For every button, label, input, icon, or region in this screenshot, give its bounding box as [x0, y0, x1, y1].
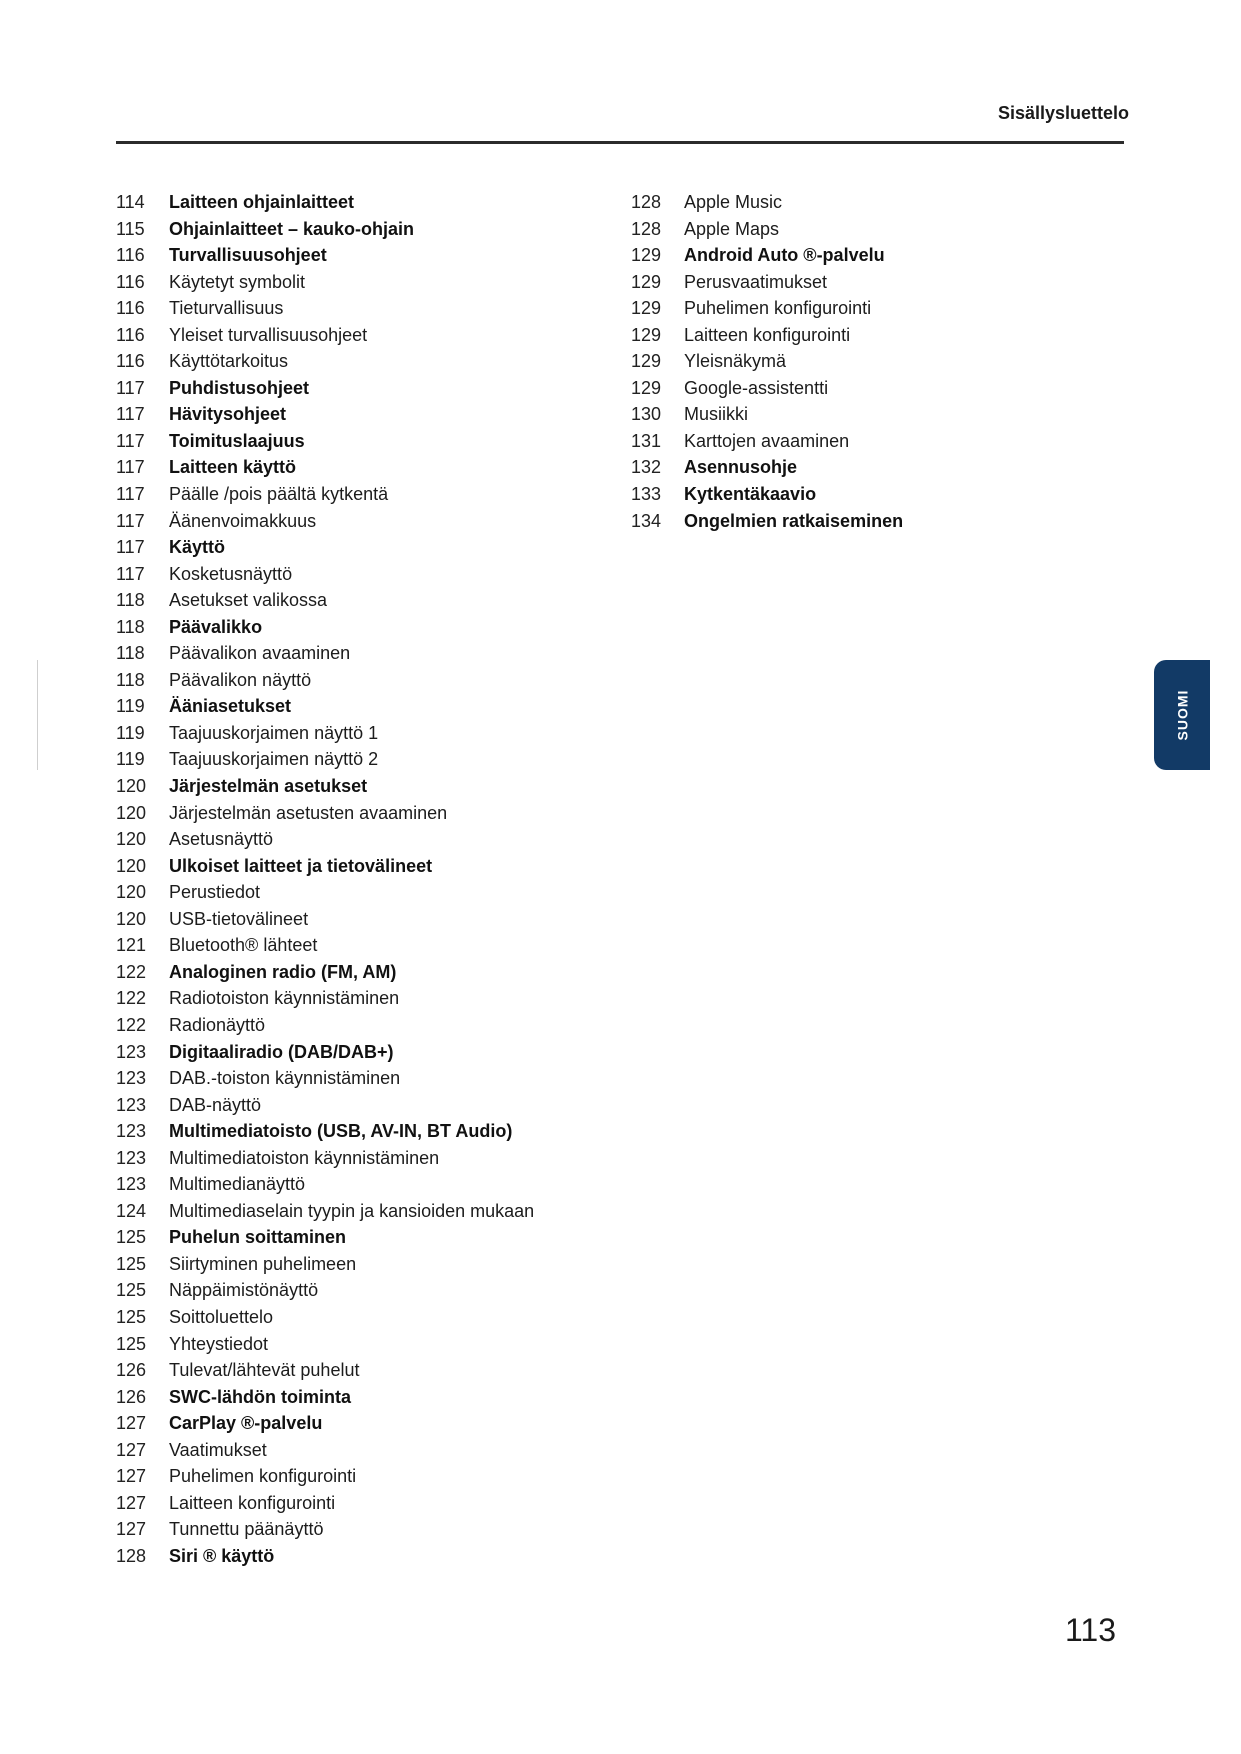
- toc-entry-page: 127: [116, 1519, 147, 1540]
- toc-entry-page: 116: [116, 298, 145, 319]
- toc-entry: [116, 534, 534, 561]
- toc-entry: [116, 561, 534, 588]
- toc-entry: [116, 985, 534, 1012]
- toc-entry-title: Laitteen konfigurointi: [684, 324, 851, 345]
- toc-entry: [116, 1410, 534, 1437]
- page-number: 113: [1064, 1612, 1116, 1648]
- toc-entry-title: Asennusohje: [684, 457, 798, 478]
- toc-entry: [116, 826, 534, 853]
- toc-entry: [116, 454, 534, 481]
- toc-entry-page: 123: [116, 1094, 147, 1115]
- toc-entry-title: Toimituslaajuus: [169, 430, 305, 451]
- language-tab-label: SUOMI: [1173, 689, 1190, 741]
- toc-entry-title: Soittoluettelo: [169, 1306, 274, 1327]
- toc-entry-page: 130: [631, 404, 662, 425]
- toc-entry: [116, 1384, 534, 1411]
- toc-entry-title: Vaatimukset: [169, 1439, 267, 1460]
- toc-entry-page: 127: [116, 1439, 147, 1460]
- toc-entry-page: 115: [116, 218, 145, 239]
- toc-entry-page: 128: [116, 1545, 147, 1566]
- toc-entry: [116, 295, 534, 322]
- toc-entry-title: Laitteen käyttö: [169, 457, 297, 478]
- toc-entry-page: 117: [116, 484, 145, 505]
- toc-entry-title: Puhelimen konfigurointi: [684, 298, 872, 319]
- toc-entry-page: 120: [116, 855, 147, 876]
- toc-entry: [116, 1437, 534, 1464]
- toc-entry-page: 125: [116, 1253, 147, 1274]
- toc-entry-title: Päävalikon näyttö: [169, 669, 312, 690]
- toc-entry-title: Apple Maps: [684, 218, 780, 239]
- toc-entry-title: USB-tietovälineet: [169, 908, 309, 929]
- toc-entry: [116, 800, 534, 827]
- toc-entry-title: DAB.-toiston käynnistäminen: [169, 1068, 401, 1089]
- toc-entry-title: Ongelmien ratkaiseminen: [684, 510, 904, 531]
- toc-entry-title: Tunnettu päänäyttö: [169, 1519, 324, 1540]
- toc-entry-title: Järjestelmän asetukset: [169, 776, 368, 797]
- toc-entry-page: 125: [116, 1280, 147, 1301]
- toc-entry-page: 132: [631, 457, 662, 478]
- toc-entry-title: Hävitysohjeet: [169, 404, 287, 425]
- toc-entry-page: 118: [116, 669, 145, 690]
- margin-mark: [37, 660, 38, 770]
- toc-entry: [116, 1065, 534, 1092]
- toc-entry: [631, 189, 903, 216]
- toc-entry-page: 120: [116, 829, 147, 850]
- toc-entry: [116, 481, 534, 508]
- toc-entry-title: CarPlay ®-palvelu: [169, 1413, 323, 1434]
- toc-entry: [116, 1490, 534, 1517]
- toc-entry-title: Perustiedot: [169, 882, 261, 903]
- toc-entry-title: Puhdistusohjeet: [169, 377, 310, 398]
- toc-entry-page: 119: [116, 749, 145, 770]
- toc-entry-title: Radiotoiston käynnistäminen: [169, 988, 400, 1009]
- toc-entry-page: 125: [116, 1306, 147, 1327]
- toc-entry-title: Turvallisuusohjeet: [169, 245, 327, 266]
- toc-entry: [116, 1092, 534, 1119]
- toc-entry: [631, 401, 903, 428]
- language-tab: [1154, 660, 1210, 770]
- toc-entry-title: Näppäimistönäyttö: [169, 1280, 319, 1301]
- toc-entry: [116, 959, 534, 986]
- toc-entry: [116, 508, 534, 535]
- toc-entry-page: 129: [631, 377, 662, 398]
- toc-entry: [116, 322, 534, 349]
- toc-entry-page: 120: [116, 908, 147, 929]
- toc-left-column: [116, 189, 534, 1569]
- toc-entry-title: DAB-näyttö: [169, 1094, 262, 1115]
- toc-entry-page: 128: [631, 218, 662, 239]
- toc-entry-page: 117: [116, 457, 145, 478]
- toc-entry-title: Musiikki: [684, 404, 749, 425]
- toc-entry-title: Yleisnäkymä: [684, 351, 787, 372]
- toc-entry: [116, 375, 534, 402]
- toc-entry-page: 125: [116, 1333, 147, 1354]
- toc-entry: [116, 693, 534, 720]
- toc-entry-page: 129: [631, 298, 662, 319]
- toc-entry: [116, 720, 534, 747]
- toc-entry-page: 117: [116, 430, 145, 451]
- toc-entry: [116, 1251, 534, 1278]
- toc-entry-page: 116: [116, 324, 145, 345]
- toc-entry-page: 127: [116, 1466, 147, 1487]
- toc-entry-page: 117: [116, 404, 145, 425]
- toc-entry-page: 116: [116, 351, 145, 372]
- toc-entry-title: Kosketusnäyttö: [169, 563, 293, 584]
- toc-entry-title: Puhelimen konfigurointi: [169, 1466, 357, 1487]
- toc-entry: [116, 1118, 534, 1145]
- toc-entry-title: Yhteystiedot: [169, 1333, 269, 1354]
- toc-entry-title: Multimediatoiston käynnistäminen: [169, 1147, 440, 1168]
- toc-entry-page: 116: [116, 245, 145, 266]
- toc-entry-title: Yleiset turvallisuusohjeet: [169, 324, 368, 345]
- toc-entry: [116, 1171, 534, 1198]
- toc-entry-title: Perusvaatimukset: [684, 271, 828, 292]
- toc-entry-title: Ohjainlaitteet – kauko-ohjain: [169, 218, 415, 239]
- toc-entry-title: Päävalikko: [169, 616, 263, 637]
- toc-entry-page: 117: [116, 377, 145, 398]
- toc-entry-page: 124: [116, 1200, 147, 1221]
- toc-entry: [116, 1198, 534, 1225]
- toc-entry-page: 116: [116, 271, 145, 292]
- toc-entry-title: Multimedianäyttö: [169, 1174, 306, 1195]
- toc-entry-page: 123: [116, 1121, 147, 1142]
- toc-entry: [631, 295, 903, 322]
- toc-entry-page: 119: [116, 722, 145, 743]
- toc-entry-title: Kytkentäkaavio: [684, 484, 817, 505]
- toc-entry: [631, 454, 903, 481]
- toc-entry: [631, 322, 903, 349]
- page-header-title: Sisällysluettelo: [997, 103, 1129, 123]
- toc-entry: [116, 1543, 534, 1570]
- toc-entry-page: 119: [116, 696, 145, 717]
- toc-entry-page: 120: [116, 776, 147, 797]
- toc-entry-title: Taajuuskorjaimen näyttö 2: [169, 749, 379, 770]
- toc-entry-title: Asetukset valikossa: [169, 590, 328, 611]
- toc-entry-title: Multimediatoisto (USB, AV-IN, BT Audio): [169, 1121, 513, 1142]
- toc-entry-page: 123: [116, 1041, 147, 1062]
- toc-entry-page: 120: [116, 802, 147, 823]
- toc-entry: [116, 1357, 534, 1384]
- toc-entry-title: Käytetyt symbolit: [169, 271, 306, 292]
- toc-entry: [631, 216, 903, 243]
- toc-entry-page: 129: [631, 271, 662, 292]
- toc-entry-page: 133: [631, 484, 662, 505]
- toc-entry: [631, 242, 903, 269]
- toc-entry-title: Digitaaliradio (DAB/DAB+): [169, 1041, 394, 1062]
- toc-entry-page: 118: [116, 643, 145, 664]
- toc-entry: [116, 853, 534, 880]
- toc-entry-page: 118: [116, 616, 145, 637]
- toc-entry-page: 117: [116, 510, 145, 531]
- toc-entry-page: 125: [116, 1227, 147, 1248]
- toc-entry: [116, 242, 534, 269]
- toc-entry-title: Ääniasetukset: [169, 696, 292, 717]
- toc-entry: [116, 746, 534, 773]
- toc-entry: [116, 587, 534, 614]
- toc-entry-title: Tieturvallisuus: [169, 298, 284, 319]
- toc-entry-page: 131: [631, 430, 662, 451]
- toc-entry-page: 122: [116, 1014, 147, 1035]
- toc-entry-page: 117: [116, 563, 145, 584]
- toc-entry: [116, 773, 534, 800]
- toc-entry: [116, 879, 534, 906]
- toc-entry-title: Laitteen konfigurointi: [169, 1492, 336, 1513]
- toc-entry-page: 129: [631, 245, 662, 266]
- toc-entry-page: 129: [631, 324, 662, 345]
- toc-entry-title: Äänenvoimakkuus: [169, 510, 317, 531]
- toc-entry-title: Päävalikon avaaminen: [169, 643, 351, 664]
- toc-entry-title: Asetusnäyttö: [169, 829, 274, 850]
- header-divider: [116, 141, 1124, 144]
- toc-entry-page: 120: [116, 882, 147, 903]
- toc-entry-page: 114: [116, 192, 145, 212]
- toc-entry: [116, 401, 534, 428]
- toc-entry: [116, 1516, 534, 1543]
- toc-entry-page: 118: [116, 590, 145, 611]
- toc-entry-title: Siirtyminen puhelimeen: [169, 1253, 357, 1274]
- toc-entry-title: Analoginen radio (FM, AM): [169, 961, 397, 982]
- toc-entry: [116, 1463, 534, 1490]
- toc-entry: [631, 375, 903, 402]
- toc-entry: [116, 428, 534, 455]
- toc-entry-page: 127: [116, 1492, 147, 1513]
- toc-entry: [631, 348, 903, 375]
- toc-entry-title: Apple Music: [684, 192, 783, 212]
- toc-entry: [116, 906, 534, 933]
- toc-entry-title: Taajuuskorjaimen näyttö 1: [169, 722, 379, 743]
- toc-entry: [631, 428, 903, 455]
- toc-entry-title: Tulevat/lähtevät puhelut: [169, 1360, 360, 1381]
- toc-entry: [116, 1277, 534, 1304]
- toc-entry-page: 127: [116, 1413, 147, 1434]
- toc-entry: [116, 667, 534, 694]
- toc-entry-page: 128: [631, 192, 662, 212]
- toc-entry-page: 123: [116, 1174, 147, 1195]
- toc-entry-page: 121: [116, 935, 147, 956]
- toc-entry: [631, 269, 903, 296]
- toc-entry: [116, 269, 534, 296]
- toc-entry-title: Järjestelmän asetusten avaaminen: [169, 802, 448, 823]
- toc-entry-page: 117: [116, 537, 145, 558]
- toc-entry: [116, 1145, 534, 1172]
- toc-entry: [631, 508, 903, 535]
- toc-entry: [116, 1224, 534, 1251]
- toc-entry-title: Radionäyttö: [169, 1014, 266, 1035]
- toc-entry: [116, 1304, 534, 1331]
- toc-entry-title: Google-assistentti: [684, 377, 829, 398]
- toc-entry: [116, 932, 534, 959]
- toc-entry: [116, 1331, 534, 1358]
- toc-entry-page: 122: [116, 988, 147, 1009]
- toc-entry-title: Ulkoiset laitteet ja tietovälineet: [169, 855, 433, 876]
- toc-entry: [116, 640, 534, 667]
- toc-right-column: [631, 189, 903, 534]
- toc-entry-page: 123: [116, 1068, 147, 1089]
- toc-entry-title: Karttojen avaaminen: [684, 430, 850, 451]
- toc-entry-title: Käyttötarkoitus: [169, 351, 289, 372]
- toc-entry-page: 123: [116, 1147, 147, 1168]
- toc-entry-title: Siri ® käyttö: [169, 1545, 275, 1566]
- toc-entry-title: Laitteen ohjainlaitteet: [169, 192, 355, 212]
- toc-entry: [631, 481, 903, 508]
- toc-entry-title: Päälle /pois päältä kytkentä: [169, 484, 389, 505]
- toc-entry-title: Käyttö: [169, 537, 226, 558]
- toc-entry: [116, 189, 534, 216]
- toc-entry-title: Bluetooth® lähteet: [169, 935, 318, 956]
- toc-entry-page: 129: [631, 351, 662, 372]
- toc-entry-title: SWC-lähdön toiminta: [169, 1386, 351, 1407]
- toc-entry-page: 126: [116, 1386, 147, 1407]
- toc-entry-page: 126: [116, 1360, 147, 1381]
- toc-entry: [116, 216, 534, 243]
- toc-entry: [116, 348, 534, 375]
- toc-entry: [116, 1012, 534, 1039]
- toc-entry-title: Android Auto ®-palvelu: [684, 245, 885, 266]
- toc-entry: [116, 614, 534, 641]
- toc-entry: [116, 1039, 534, 1066]
- toc-entry-page: 122: [116, 961, 147, 982]
- toc-entry-title: Puhelun soittaminen: [169, 1227, 347, 1248]
- toc-entry-title: Multimediaselain tyypin ja kansioiden mukaan: [169, 1200, 535, 1221]
- toc-entry-page: 134: [631, 510, 662, 531]
